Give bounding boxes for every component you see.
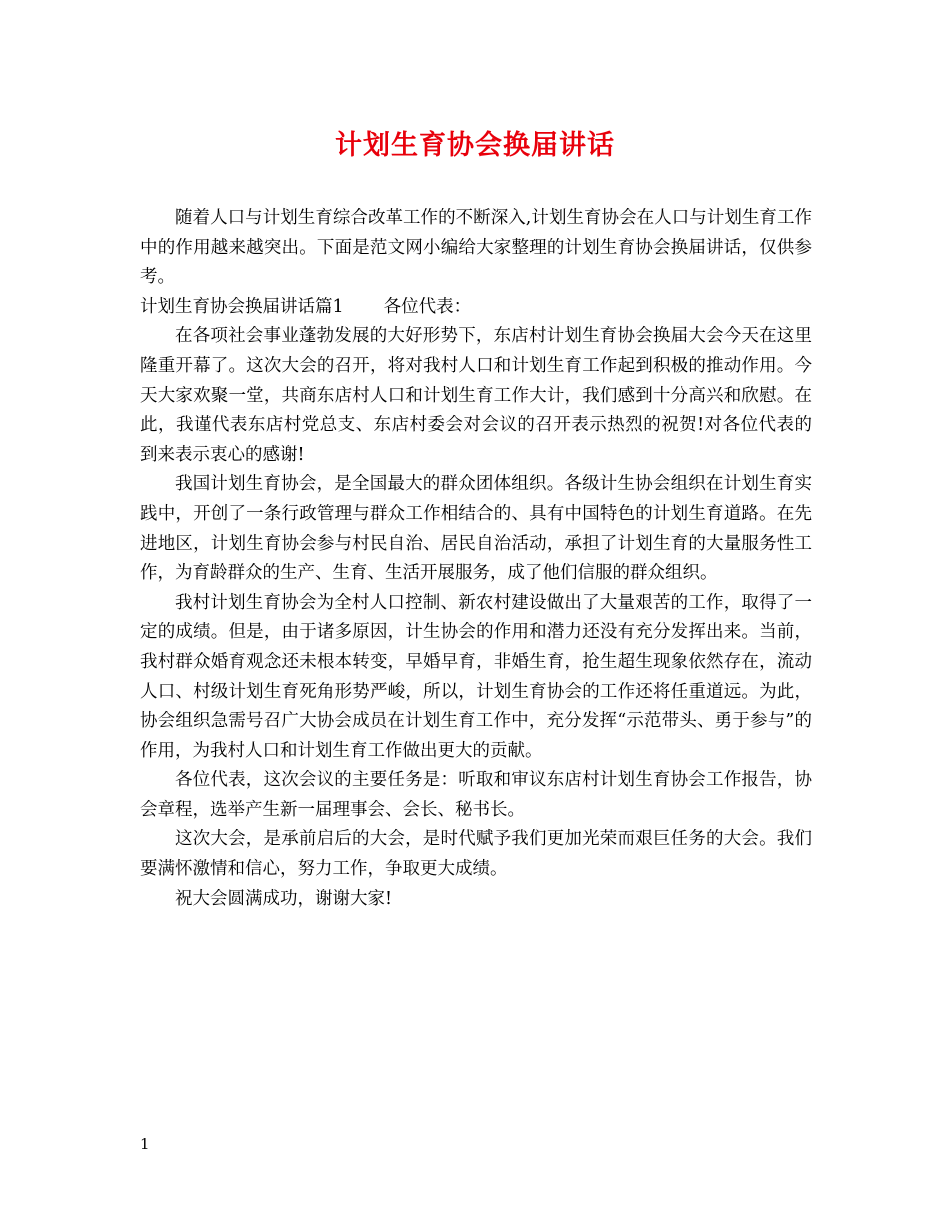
document-title: 计划生育协会换届讲话 — [335, 130, 615, 161]
body-paragraph-5: 这次大会，是承前启后的大会，是时代赋予我们更加光荣而艰巨任务的大会。我们要满怀激情和信心，努力工作，争取更大成绩。 — [140, 829, 812, 880]
body-paragraph-2: 我国计划生育协会，是全国最大的群众团体组织。各级计生协会组织在计划生育实践中，开创了一条行政管理与群众工作相结合的、具有中国特色的计划生育道路。在先进地区，计划生育协会参与村民自治、居民自治活动，承担了计划生育的大量服务性工作，为育龄群众的生产、生育、生活开展服务，成了他们信服的群众组织。 — [140, 474, 812, 584]
intro-paragraph: 随着人口与计划生育综合改革工作的不断深入,计划生育协会在人口与计划生育工作中的作用越来越突出。下面是范文网小编给大家整理的计划生育协会换届讲话，仅供参考。 — [140, 208, 812, 288]
section-heading-line — [140, 293, 812, 323]
salutation: 各位代表： — [383, 296, 472, 317]
body-paragraph-4: 各位代表，这次会议的主要任务是：听取和审议东店村计划生育协会工作报告，协会章程，选举产生新一届理事会、会长、秘书长。 — [140, 770, 812, 820]
section-heading: 计划生育协会换届讲话篇1 — [140, 296, 344, 317]
page-number: 1 — [140, 1135, 150, 1153]
body-paragraph-3: 我村计划生育协会为全村人口控制、新农村建设做出了大量艰苦的工作，取得了一定的成绩。但是，由于诸多原因，计生协会的作用和潜力还没有充分发挥出来。当前，我村群众婚育观念还未根本转变，早婚早育，非婚生育，抢生超生现象依然存在，流动人口、村级计划生育死角形势严峻，所以，计划生育协会的工作还将任重道远。为此，协会组织急需号召广大协会成员在计划生育工作中，充分发挥“示范带头、勇于参与”的作用，为我村人口和计划生育工作做出更大的贡献。 — [140, 592, 812, 761]
body-paragraph-1: 在各项社会事业蓬勃发展的大好形势下，东店村计划生育协会换届大会今天在这里隆重开幕了。这次大会的召开，将对我村人口和计划生育工作起到积极的推动作用。今天大家欢聚一堂，共商东店村人口和计划生育工作大计，我们感到十分高兴和欣慰。在此，我谨代表东店村党总支、东店村委会对会议的召开表示热烈的祝贺!对各位代表的到来表示衷心的感谢! — [140, 326, 812, 465]
body-paragraph-6: 祝大会圆满成功，谢谢大家! — [175, 888, 393, 909]
document-body — [140, 204, 812, 914]
